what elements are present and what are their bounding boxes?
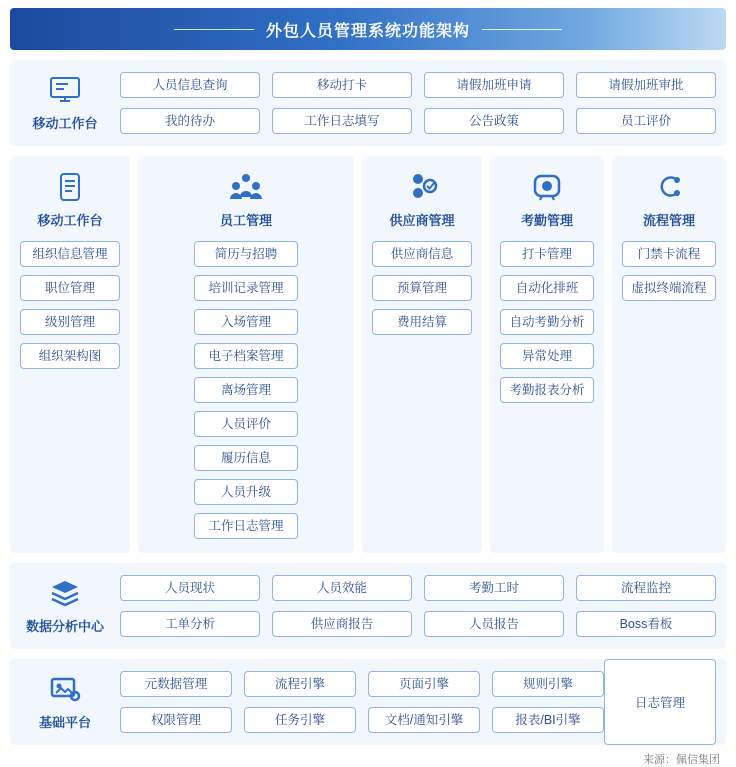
pill-item[interactable]: 请假加班审批 bbox=[576, 72, 716, 98]
data-analytics-row-2 bbox=[120, 611, 716, 637]
pill-item[interactable]: 移动打卡 bbox=[272, 72, 412, 98]
pill-item[interactable]: 供应商报告 bbox=[272, 611, 412, 637]
people-group-icon bbox=[226, 170, 266, 204]
data-analytics-label: 数据分析中心 bbox=[25, 618, 104, 634]
column-title: 流程管理 bbox=[642, 213, 695, 228]
pill-item[interactable]: 入场管理 bbox=[194, 309, 298, 335]
column-items bbox=[500, 241, 594, 403]
pill-item[interactable]: 流程监控 bbox=[576, 575, 716, 601]
pill-item[interactable]: 自动考勤分析 bbox=[500, 309, 594, 335]
mobile-workbench-row-1 bbox=[120, 72, 716, 98]
device-icon bbox=[55, 170, 85, 204]
platform-icon bbox=[48, 674, 82, 704]
layers-icon bbox=[48, 578, 82, 608]
pill-item[interactable]: 异常处理 bbox=[500, 343, 594, 369]
data-analytics-label-group bbox=[10, 563, 120, 649]
pill-item[interactable]: 电子档案管理 bbox=[194, 343, 298, 369]
column-process-management bbox=[612, 156, 726, 553]
pill-item[interactable]: 简历与招聘 bbox=[194, 241, 298, 267]
column-title: 考勤管理 bbox=[520, 213, 573, 228]
pill-item[interactable]: 考勤报表分析 bbox=[500, 377, 594, 403]
pill-item[interactable]: 门禁卡流程 bbox=[622, 241, 716, 267]
pill-item[interactable]: 自动化排班 bbox=[500, 275, 594, 301]
pill-item[interactable]: 请假加班申请 bbox=[424, 72, 564, 98]
pill-item[interactable]: 供应商信息 bbox=[372, 241, 472, 267]
pill-item[interactable]: 人员现状 bbox=[120, 575, 260, 601]
pill-item[interactable]: 员工评价 bbox=[576, 108, 716, 134]
column-items bbox=[148, 241, 344, 539]
pill-item[interactable]: 组织架构图 bbox=[20, 343, 120, 369]
column-mobile-workbench bbox=[10, 156, 130, 553]
column-title: 移动工作台 bbox=[37, 213, 103, 228]
pill-item[interactable]: 职位管理 bbox=[20, 275, 120, 301]
pill-item[interactable]: 规则引擎 bbox=[492, 671, 604, 697]
column-items bbox=[622, 241, 716, 301]
pill-item[interactable]: 履历信息 bbox=[194, 445, 298, 471]
attendance-icon bbox=[530, 170, 564, 204]
pill-item[interactable]: 任务引擎 bbox=[244, 707, 356, 733]
pill-item[interactable]: 人员升级 bbox=[194, 479, 298, 505]
pill-item[interactable]: 打卡管理 bbox=[500, 241, 594, 267]
platform-body bbox=[120, 659, 726, 745]
pill-item[interactable]: 元数据管理 bbox=[120, 671, 232, 697]
pill-item[interactable]: 公告政策 bbox=[424, 108, 564, 134]
pill-item[interactable]: 人员报告 bbox=[424, 611, 564, 637]
pill-item[interactable]: 人员信息查询 bbox=[120, 72, 260, 98]
mobile-workbench-label: 移动工作台 bbox=[32, 115, 98, 131]
pill-item[interactable]: 工单分析 bbox=[120, 611, 260, 637]
pill-item[interactable]: 考勤工时 bbox=[424, 575, 564, 601]
flow-icon bbox=[652, 170, 686, 204]
data-analytics-items bbox=[120, 563, 726, 649]
mobile-workbench-label-group bbox=[10, 60, 120, 146]
pill-item[interactable]: 我的待办 bbox=[120, 108, 260, 134]
pill-item[interactable]: 工作日志填写 bbox=[272, 108, 412, 134]
pill-item[interactable]: 页面引擎 bbox=[368, 671, 480, 697]
pill-item-log-management[interactable]: 日志管理 bbox=[604, 659, 716, 745]
column-title: 员工管理 bbox=[219, 213, 272, 228]
pill-item[interactable]: Boss看板 bbox=[576, 611, 716, 637]
column-attendance-management bbox=[490, 156, 604, 553]
mobile-workbench-band bbox=[10, 60, 726, 146]
pill-item[interactable]: 文档/通知引擎 bbox=[368, 707, 480, 733]
column-items bbox=[372, 241, 472, 335]
pill-item[interactable]: 工作日志管理 bbox=[194, 513, 298, 539]
supplier-icon bbox=[405, 170, 439, 204]
pill-item[interactable]: 人员效能 bbox=[272, 575, 412, 601]
platform-items bbox=[120, 659, 604, 745]
pill-item[interactable]: 级别管理 bbox=[20, 309, 120, 335]
source-note: 来源：佩信集团 bbox=[643, 754, 720, 766]
column-title: 供应商管理 bbox=[389, 213, 455, 228]
pill-item[interactable]: 预算管理 bbox=[372, 275, 472, 301]
pill-item[interactable]: 报表/BI引擎 bbox=[492, 707, 604, 733]
platform-label-group bbox=[10, 659, 120, 745]
mobile-workbench-row-2 bbox=[120, 108, 716, 134]
column-employee-management bbox=[138, 156, 354, 553]
column-items bbox=[20, 241, 120, 369]
pill-item[interactable]: 离场管理 bbox=[194, 377, 298, 403]
pill-item[interactable]: 虚拟终端流程 bbox=[622, 275, 716, 301]
pill-item[interactable]: 人员评价 bbox=[194, 411, 298, 437]
column-supplier-management bbox=[362, 156, 482, 553]
mobile-workbench-items bbox=[120, 60, 726, 146]
page-title: 外包人员管理系统功能架构 bbox=[265, 22, 470, 40]
monitor-icon bbox=[48, 75, 82, 105]
title-banner bbox=[10, 8, 726, 50]
banner-rule-right bbox=[482, 29, 562, 30]
platform-band bbox=[10, 659, 726, 745]
pill-item[interactable]: 流程引擎 bbox=[244, 671, 356, 697]
banner-rule-left bbox=[174, 29, 254, 30]
module-columns bbox=[10, 156, 726, 553]
data-analytics-row-1 bbox=[120, 575, 716, 601]
platform-row-2 bbox=[120, 707, 604, 733]
pill-item[interactable]: 组织信息管理 bbox=[20, 241, 120, 267]
pill-item[interactable]: 培训记录管理 bbox=[194, 275, 298, 301]
platform-label: 基础平台 bbox=[38, 714, 91, 730]
platform-row-1 bbox=[120, 671, 604, 697]
pill-item[interactable]: 费用结算 bbox=[372, 309, 472, 335]
data-analytics-band bbox=[10, 563, 726, 649]
pill-item[interactable]: 权限管理 bbox=[120, 707, 232, 733]
